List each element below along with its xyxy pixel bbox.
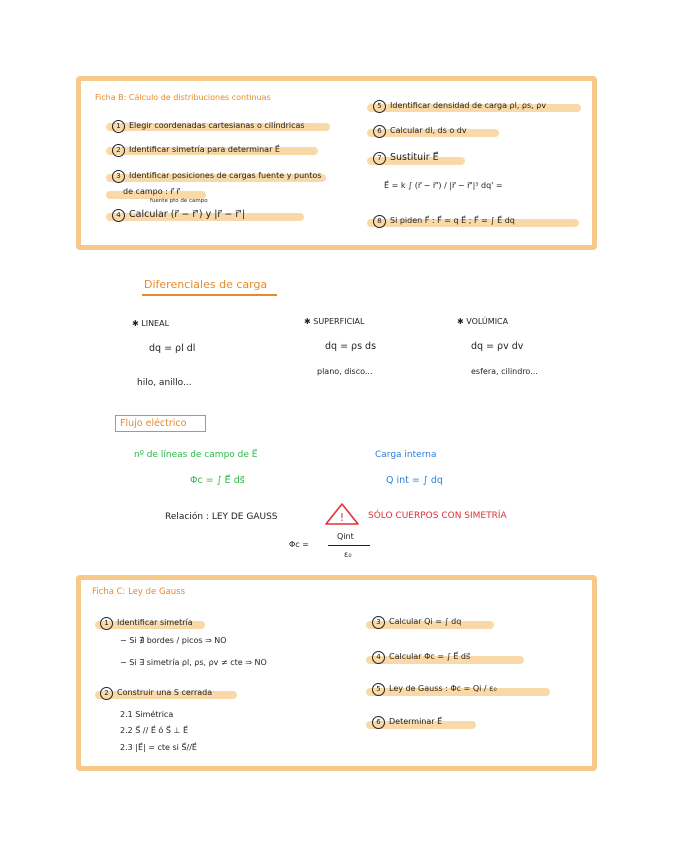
ficha-c-step-1-sub-1: − Si ∄ bordes / picos ⇒ NO — [120, 636, 227, 645]
ficha-c-step-4 — [372, 651, 470, 664]
step-number: 1 — [112, 120, 125, 133]
ficha-b-step-7 — [373, 152, 439, 165]
step-text: Identificar posiciones de cargas fuente y puntos — [129, 171, 322, 180]
flujo-carga-eq: Q int = ∫ dq — [386, 475, 443, 486]
step-text: Sustituir E⃗ — [390, 152, 439, 163]
ficha-b-step-8 — [373, 215, 515, 228]
diferencial-superficial-ex: plano, disco... — [317, 367, 373, 376]
ficha-c-step-2 — [100, 687, 212, 700]
step-number: 2 — [100, 687, 113, 700]
ficha-b-title: Ficha B: Cálculo de distribuciones continuas — [95, 93, 271, 102]
gauss-lhs: Φc = — [289, 540, 309, 549]
ficha-c-box — [76, 575, 597, 771]
ficha-c-step-5 — [372, 683, 497, 696]
gauss-fraction-bar — [328, 545, 370, 546]
flujo-carga-label: Carga interna — [375, 450, 437, 460]
step-number: 5 — [373, 100, 386, 113]
step-number: 2 — [112, 144, 125, 157]
step-number: 1 — [100, 617, 113, 630]
diferencial-lineal-head: ✱ LINEAL — [132, 319, 170, 328]
flujo-warning: SÓLO CUERPOS CON SIMETRÍA — [368, 511, 507, 521]
flujo-lineas-label: nº de líneas de campo de E⃗ — [134, 450, 258, 460]
step-number: 8 — [373, 215, 386, 228]
ficha-b-step-2 — [112, 144, 280, 157]
step-text: Calcular Φc = ∫ E⃗ ds⃗ — [389, 652, 471, 661]
step-number: 3 — [372, 616, 385, 629]
flujo-title: Flujo eléctrico — [120, 418, 187, 429]
step-text: Si piden F⃗ : F⃗ = q E⃗ ; F⃗ = ∫ E⃗ dq — [390, 216, 515, 225]
step-text: Calcular (r⃗ − r⃗') y |r⃗ − r⃗'| — [129, 209, 246, 220]
ficha-c-step-2-sub-2: 2.2 S⃗ // E⃗ ó S⃗ ⊥ E⃗ — [120, 726, 189, 735]
step-text: Ley de Gauss : Φc = Qi / ε₀ — [389, 684, 497, 693]
ficha-c-step-1 — [100, 617, 193, 630]
diferencial-volumica-eq: dq = ρv dv — [471, 341, 524, 352]
diferencial-superficial-eq: dq = ρs ds — [325, 341, 377, 352]
ficha-b-step-6 — [373, 125, 467, 138]
diferencial-lineal-eq: dq = ρl dl — [149, 343, 196, 354]
diferencial-volumica-head: ✱ VOLÚMICA — [457, 317, 509, 326]
ficha-c-step-3 — [372, 616, 461, 629]
ficha-c-title: Ficha C: Ley de Gauss — [92, 587, 186, 597]
step-number: 4 — [372, 651, 385, 664]
step-text: Identificar simetría para determinar E⃗ — [129, 145, 280, 154]
ficha-b-step-4 — [112, 209, 245, 222]
step-text: Calcular Qi = ∫ dq — [389, 617, 462, 626]
ficha-b-step-3 — [112, 170, 321, 183]
step-number: 4 — [112, 209, 125, 222]
gauss-num: Qint — [337, 532, 354, 541]
diferencial-lineal-ex: hilo, anillo... — [137, 378, 192, 388]
step-text: Construir una S cerrada — [117, 688, 213, 697]
diferenciales-title: Diferenciales de carga — [144, 278, 268, 291]
diferencial-volumica-ex: esfera, cilindro... — [471, 367, 538, 376]
step-number: 7 — [373, 152, 386, 165]
warning-icon — [324, 502, 360, 526]
ficha-c-step-1-sub-2: − Si ∃ simetría ρl, ρs, ρv ≠ cte ⇒ NO — [120, 658, 267, 667]
ficha-b-step-3-sub: fuente pto de campo — [150, 198, 208, 204]
step-number: 6 — [373, 125, 386, 138]
ficha-b-step-3-cont: de campo : r⃗ r⃗ — [123, 187, 180, 196]
step-number: 3 — [112, 170, 125, 183]
ficha-b-formula-e: E⃗ = k ∫ (r⃗ − r⃗') / |r⃗ − r⃗'|³ dq' = — [384, 181, 503, 190]
ficha-b-step-5 — [373, 100, 546, 113]
flujo-relacion: Relación : LEY DE GAUSS — [165, 512, 278, 522]
step-text: Determinar E⃗ — [389, 717, 443, 726]
step-text: Elegir coordenadas cartesianas o cilíndricas — [129, 121, 305, 130]
ficha-c-step-2-sub-3: 2.3 |E⃗| = cte si S⃗//E⃗ — [120, 743, 197, 752]
gauss-den: ε₀ — [344, 550, 352, 559]
ficha-b-step-1 — [112, 120, 305, 133]
diferencial-superficial-head: ✱ SUPERFICIAL — [304, 317, 365, 326]
step-text: Identificar densidad de carga ρl, ρs, ρv — [390, 101, 547, 110]
ficha-c-step-6 — [372, 716, 442, 729]
step-number: 5 — [372, 683, 385, 696]
step-number: 6 — [372, 716, 385, 729]
step-text: Calcular dl, ds o dv — [390, 126, 467, 135]
diferenciales-underline — [142, 294, 277, 296]
flujo-lineas-eq: Φc = ∫ E⃗ ds⃗ — [190, 475, 245, 486]
ficha-c-step-2-sub-1: 2.1 Simétrica — [120, 710, 174, 719]
step-text: Identificar simetría — [117, 618, 193, 627]
warning-mark: ! — [339, 511, 345, 524]
